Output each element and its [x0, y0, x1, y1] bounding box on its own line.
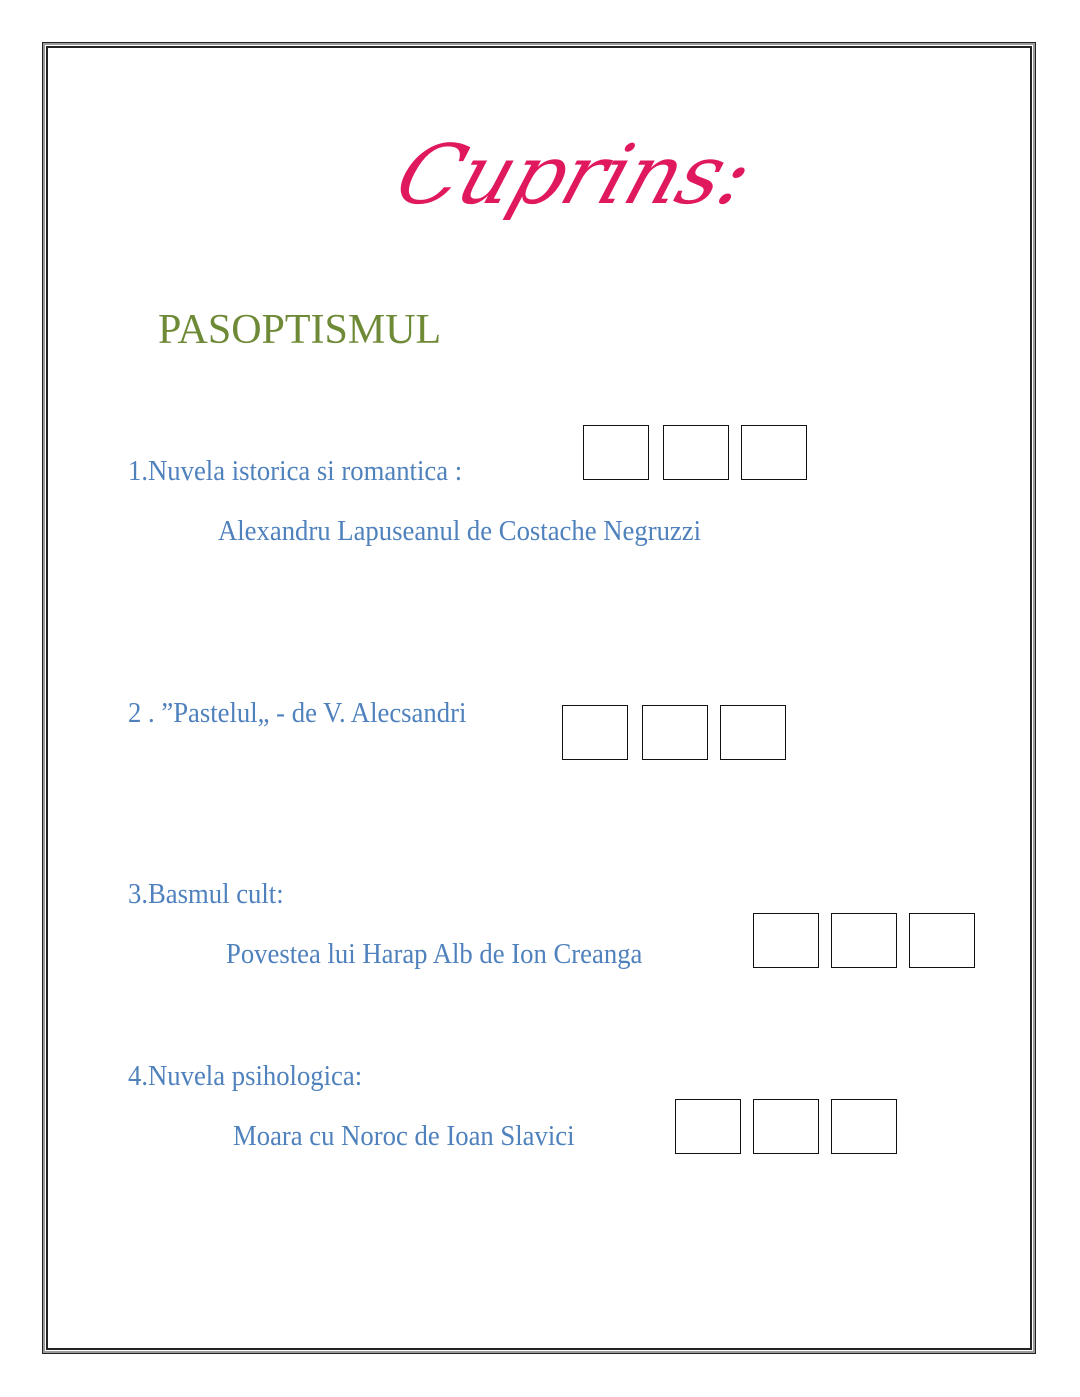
item-4-checkbox-2[interactable] [753, 1099, 819, 1154]
item-1-checkbox-1[interactable] [583, 425, 649, 480]
item-2-checkbox-3[interactable] [720, 705, 786, 760]
item-1-checkbox-3[interactable] [741, 425, 807, 480]
item-1-subtitle: Alexandru Lapuseanul de Costache Negruzzi [218, 515, 702, 547]
item-3-subtitle: Povestea lui Harap Alb de Ion Creanga [226, 938, 643, 970]
section-heading: PASOPTISMUL [158, 307, 442, 353]
item-2-checkbox-1[interactable] [562, 705, 628, 760]
item-2-checkbox-2[interactable] [642, 705, 708, 760]
item-3-checkbox-3[interactable] [909, 913, 975, 968]
item-3-checkbox-1[interactable] [753, 913, 819, 968]
item-4-heading: 4.Nuvela psihologica: [128, 1060, 363, 1092]
item-4-subtitle: Moara cu Noroc de Ioan Slavici [233, 1120, 575, 1152]
item-4-checkbox-3[interactable] [831, 1099, 897, 1154]
item-1-heading: 1.Nuvela istorica si romantica : [128, 455, 463, 487]
item-2-heading: 2 . ”Pastelul„ - de V. Alecsandri [128, 697, 467, 729]
page-title: Cuprins: [384, 128, 764, 223]
item-3-checkbox-2[interactable] [831, 913, 897, 968]
item-1-checkbox-2[interactable] [663, 425, 729, 480]
item-3-heading: 3.Basmul cult: [128, 878, 284, 910]
item-4-checkbox-1[interactable] [675, 1099, 741, 1154]
